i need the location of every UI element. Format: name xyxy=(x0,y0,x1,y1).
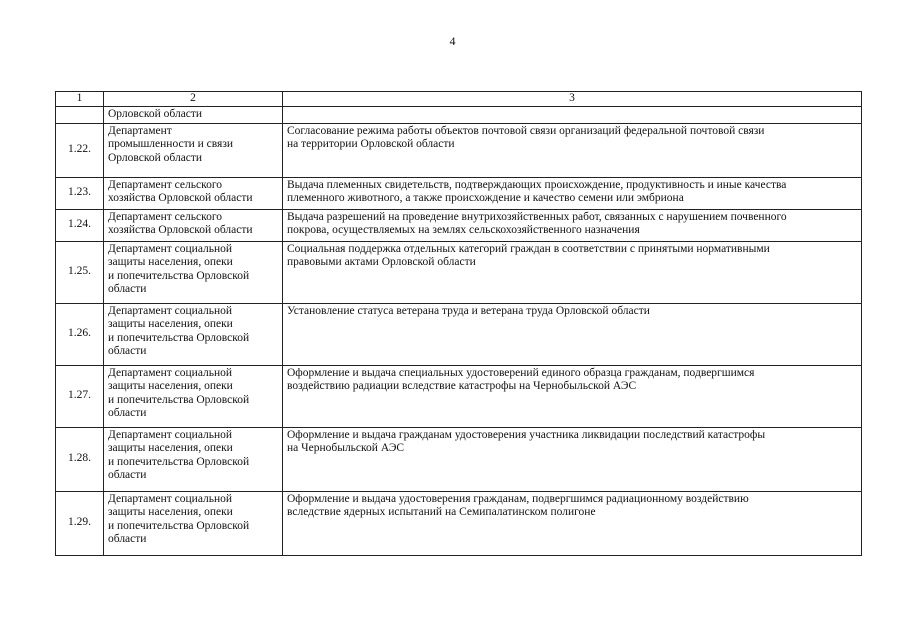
row-number-cell: 1.24. xyxy=(56,209,104,241)
column-header-2: 2 xyxy=(104,92,283,107)
description-cell: Установление статуса ветерана труда и ветерана труда Орловской области xyxy=(283,303,862,365)
department-cell: Департамент социальной защиты населения, опеки и попечительства Орловской области xyxy=(104,365,283,427)
row-number-cell: 1.22. xyxy=(56,123,104,177)
row-number-cell: 1.29. xyxy=(56,491,104,555)
table-row xyxy=(56,303,862,365)
table-row xyxy=(56,427,862,491)
table-body xyxy=(56,107,862,556)
department-cell: Департамент социальной защиты населения, опеки и попечительства Орловской области xyxy=(104,241,283,303)
table-row xyxy=(56,209,862,241)
department-cell: Департамент социальной защиты населения, опеки и попечительства Орловской области xyxy=(104,491,283,555)
department-cell: Департамент сельского хозяйства Орловской области xyxy=(104,177,283,209)
description-cell: Оформление и выдача удостоверения гражданам, подвергшимся радиационному воздействию вследствие ядерных испытаний на Семипалатинском полигоне xyxy=(283,491,862,555)
continuation-description-cell xyxy=(283,107,862,124)
department-cell: Департамент промышленности и связи Орловской области xyxy=(104,123,283,177)
description-cell: Выдача племенных свидетельств, подтверждающих происхождение, продуктивность и иные качества племенного животного, а также происхождение и качество семени или эмбриона xyxy=(283,177,862,209)
description-cell: Социальная поддержка отдельных категорий граждан в соответствии с принятыми нормативными правовыми актами Орловской области xyxy=(283,241,862,303)
row-number-cell: 1.25. xyxy=(56,241,104,303)
description-cell: Оформление и выдача специальных удостоверений единого образца гражданам, подвергшимся воздействию радиации вследствие катастрофы на Чернобыльской АЭС xyxy=(283,365,862,427)
column-header-1: 1 xyxy=(56,92,104,107)
department-cell: Департамент социальной защиты населения, опеки и попечительства Орловской области xyxy=(104,427,283,491)
department-cell: Департамент сельского хозяйства Орловской области xyxy=(104,209,283,241)
page-number: 4 xyxy=(449,34,456,48)
continuation-row xyxy=(56,107,862,124)
row-number-cell: 1.26. xyxy=(56,303,104,365)
continuation-num-cell xyxy=(56,107,104,124)
department-cell: Департамент социальной защиты населения, опеки и попечительства Орловской области xyxy=(104,303,283,365)
continuation-department-cell: Орловской области xyxy=(104,107,283,124)
table-row xyxy=(56,491,862,555)
description-cell: Выдача разрешений на проведение внутрихозяйственных работ, связанных с нарушением почвенного покрова, осуществляемых на землях сельскохозяйственного назначения xyxy=(283,209,862,241)
table-row xyxy=(56,241,862,303)
column-header-3: 3 xyxy=(283,92,862,107)
table-row xyxy=(56,365,862,427)
table-row xyxy=(56,123,862,177)
description-cell: Согласование режима работы объектов почтовой связи организаций федеральной почтовой связи на территории Орловской области xyxy=(283,123,862,177)
row-number-cell: 1.28. xyxy=(56,427,104,491)
table-header-row xyxy=(56,92,862,107)
services-table xyxy=(55,91,862,556)
table-row xyxy=(56,177,862,209)
row-number-cell: 1.27. xyxy=(56,365,104,427)
description-cell: Оформление и выдача гражданам удостоверения участника ликвидации последствий катастрофы на Чернобыльской АЭС xyxy=(283,427,862,491)
row-number-cell: 1.23. xyxy=(56,177,104,209)
